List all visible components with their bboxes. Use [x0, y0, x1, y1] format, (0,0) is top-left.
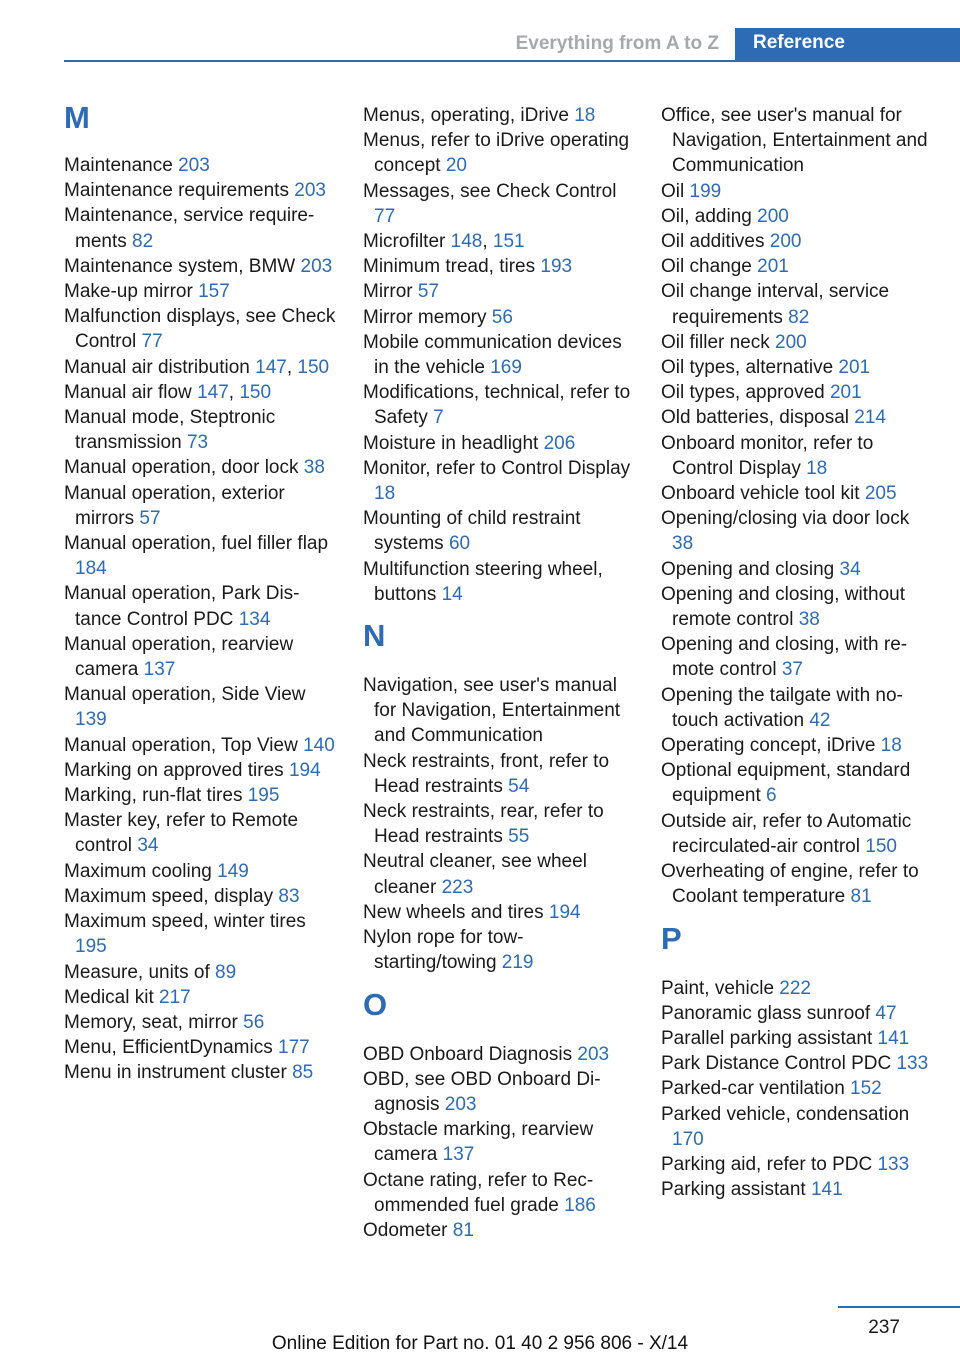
page-reference-link[interactable]: 184: [75, 558, 107, 580]
running-header-section: Everything from A to Z: [515, 33, 719, 54]
page-reference-link[interactable]: 133: [877, 1153, 910, 1175]
index-entry: [363, 279, 638, 304]
index-entry: [363, 799, 638, 849]
page-reference-link[interactable]: 34: [137, 835, 159, 857]
index-entry: [661, 758, 931, 808]
page-reference-link[interactable]: 81: [850, 886, 872, 908]
index-entry-text: Menus, operating, iDrive: [363, 105, 569, 126]
index-entry-text: Maintenance, service requirements: [64, 205, 315, 252]
index-entry: [363, 380, 638, 430]
page-reference-link[interactable]: 193: [540, 256, 573, 278]
page-reference-link[interactable]: 203: [300, 255, 333, 277]
index-entry: [64, 304, 339, 354]
index-entry-text: OBD, see OBD Onboard Diagnosis: [363, 1068, 601, 1115]
index-entry: [363, 1218, 638, 1243]
index-entry-text: Oil change interval, service requirements: [661, 281, 890, 328]
index-entry-text: Maximum speed, winter tires: [64, 911, 306, 933]
index-entry-text: Marking, run-flat tires: [64, 785, 243, 807]
index-entry-text: Panoramic glass sunroof: [661, 1002, 871, 1024]
page-reference-link[interactable]: 56: [491, 306, 513, 328]
page-reference-link[interactable]: 139: [75, 709, 107, 731]
index-entry-text: Microfilter: [363, 231, 446, 253]
index-entry-text: Medical kit: [64, 986, 154, 1008]
index-entry: [363, 128, 638, 178]
index-entry: [64, 531, 339, 581]
page-reference-link[interactable]: 194: [548, 901, 581, 923]
index-entry-text: Neutral cleaner, see wheel cleaner: [363, 851, 587, 898]
index-entry: [64, 682, 339, 732]
page-reference-link[interactable]: 150: [297, 356, 330, 378]
page-reference-link[interactable]: 137: [442, 1144, 475, 1166]
page-reference-link[interactable]: 150: [865, 835, 897, 857]
chapter-tab: Reference: [735, 28, 960, 61]
index-entry: [363, 900, 638, 925]
index-entry-text: Onboard vehicle tool kit: [661, 483, 860, 505]
index-entry: [64, 783, 339, 808]
index-entry-text: Maximum speed, display: [64, 885, 274, 907]
page-reference-link[interactable]: 186: [564, 1194, 596, 1216]
page-reference-link[interactable]: 152: [850, 1078, 882, 1100]
index-entry: [64, 733, 339, 758]
index-entry: [661, 683, 931, 733]
index-entry: [661, 557, 931, 582]
page-reference-link[interactable]: 82: [132, 230, 154, 252]
index-entry-text: Oil types, approved: [661, 382, 825, 404]
index-entry-text: Paint, vehicle: [661, 977, 775, 999]
index-entry: [363, 456, 638, 506]
page-reference-link[interactable]: 18: [806, 457, 828, 479]
page-reference-link[interactable]: 57: [139, 507, 161, 529]
page-reference-link[interactable]: 77: [374, 205, 396, 227]
index-entry: [363, 179, 638, 229]
index-entry-text: Opening/closing via door lock: [661, 508, 910, 530]
index-entry-text: Maintenance system, BMW: [64, 255, 296, 277]
page-reference-link[interactable]: 20: [445, 155, 467, 177]
page-reference-link[interactable]: 203: [444, 1093, 477, 1115]
page-reference-link[interactable]: 38: [798, 609, 820, 631]
page-reference-link[interactable]: 199: [689, 180, 722, 202]
index-entry: [363, 673, 638, 749]
page-reference-link[interactable]: 141: [877, 1027, 910, 1049]
index-entry-text: Maintenance requirements: [64, 180, 289, 202]
index-entry-text: Parking aid, refer to PDC: [661, 1153, 873, 1175]
index-entry: [661, 859, 931, 909]
index-entry: [64, 254, 339, 279]
page-reference-link[interactable]: 18: [374, 483, 396, 505]
page-reference-link[interactable]: 73: [186, 432, 209, 454]
page-reference-link[interactable]: 57: [417, 281, 440, 303]
index-entry: [661, 380, 931, 405]
index-entry: [661, 733, 931, 758]
index-entry-text: Old batteries, disposal: [661, 407, 849, 429]
index-entry-text: Master key, refer to Remote control: [64, 810, 299, 857]
index-entry: [661, 481, 931, 506]
page-reference-link[interactable]: 169: [490, 357, 522, 379]
index-entry-text: Maximum cooling: [64, 860, 212, 882]
index-entry-text: Parking assistant: [661, 1179, 806, 1201]
index-entry-text: Parallel parking assistant: [661, 1027, 873, 1049]
page-reference-link[interactable]: 47: [875, 1002, 897, 1024]
page-reference-link[interactable]: 137: [143, 659, 176, 681]
index-entry: [363, 557, 638, 607]
index-entry-text: Manual operation, rearview camera: [64, 633, 294, 681]
page-reference-link[interactable]: 157: [198, 281, 230, 303]
index-entry: [64, 909, 339, 959]
index-entry: [661, 1076, 931, 1101]
page-reference-link[interactable]: 55: [508, 826, 530, 848]
page-reference-link[interactable]: 134: [238, 608, 271, 630]
index-entry-text: Mirror memory: [363, 306, 487, 328]
edition-footer: Online Edition for Part no. 01 40 2 956 806 - X/14: [271, 1333, 689, 1354]
index-entry-text: Park Distance Control PDC: [661, 1053, 892, 1075]
page-reference-link[interactable]: 38: [303, 457, 325, 479]
index-entry: Manual air distribution 147, 150: [64, 356, 330, 378]
page-reference-link[interactable]: 56: [243, 1011, 265, 1033]
index-entry-text: Oil, adding: [661, 205, 752, 227]
index-entry-text: Oil types, alternative: [661, 357, 834, 379]
page-reference-link[interactable]: 133: [896, 1053, 929, 1075]
index-entry: [661, 582, 931, 632]
page-reference-link[interactable]: 34: [839, 558, 861, 580]
index-entry-text: Opening and closing: [661, 558, 835, 580]
index-entry-text: New wheels and tires: [363, 901, 544, 923]
index-entry-text: Onboard monitor, refer to Control Display: [661, 432, 874, 479]
page-reference-link[interactable]: 6: [766, 785, 777, 807]
index-entry-text: Optional equipment, standard equipment: [661, 760, 911, 807]
page-reference-link[interactable]: 195: [75, 936, 107, 958]
index-entry-text: Mirror: [363, 281, 413, 303]
index-entry-text: Monitor, refer to Control Display: [363, 457, 631, 479]
index-entry-text: Malfunction displays, see Check Control: [64, 306, 336, 353]
page-reference-link[interactable]: 140: [303, 734, 335, 756]
index-entry: [64, 455, 339, 480]
page-reference-link[interactable]: 18: [574, 105, 596, 126]
index-entry-text: OBD Onboard Diagnosis: [363, 1043, 573, 1065]
index-entry-text: Navigation, see user's manual for Navigation, Entertainment and Communication: [363, 675, 621, 747]
index-entry: [64, 1060, 339, 1085]
index-entry: [661, 330, 931, 355]
page-reference-link[interactable]: 203: [294, 180, 326, 202]
page-reference-link[interactable]: 149: [217, 860, 249, 882]
index-entry: [64, 884, 339, 909]
index-letter-heading: M: [64, 100, 90, 135]
page-reference-link[interactable]: 77: [141, 331, 163, 353]
index-entry: [661, 506, 931, 556]
index-column-3: [661, 103, 931, 1202]
index-entry: [64, 481, 339, 531]
index-entry: [661, 279, 931, 329]
page-reference-link[interactable]: 14: [441, 583, 463, 605]
index-entry: [363, 506, 638, 556]
index-entry: [64, 859, 339, 884]
footer-rule: [838, 1306, 960, 1308]
page-reference-link[interactable]: 85: [292, 1062, 314, 1084]
page-reference-link[interactable]: 219: [501, 952, 534, 974]
index-entry: [661, 632, 931, 682]
page-reference-link[interactable]: 206: [543, 432, 576, 454]
index-entry-text: Memory, seat, mirror: [64, 1011, 238, 1033]
page-reference-link[interactable]: 42: [809, 709, 831, 731]
index-entry: [64, 153, 339, 178]
index-entry: [363, 103, 638, 128]
header-rule: [64, 60, 960, 62]
index-entry: [363, 749, 638, 799]
index-letter-heading: P: [661, 920, 682, 956]
index-entry: [661, 1102, 931, 1152]
page-reference-link[interactable]: 151: [492, 231, 525, 253]
index-entry: [661, 254, 931, 279]
index-entry: [363, 849, 638, 899]
index-entry: [363, 431, 638, 456]
index-entry: [363, 1067, 638, 1117]
index-entry: [661, 179, 931, 204]
index-entry: [363, 330, 638, 380]
page-reference-link[interactable]: 195: [247, 785, 280, 807]
page-reference-link[interactable]: 222: [779, 977, 811, 999]
index-entry-text: Operating concept, iDrive: [661, 735, 876, 757]
index-entry-text: Opening the tailgate with no-touch activation: [661, 684, 903, 731]
index-entry-text: Multifunction steering wheel, buttons: [363, 558, 603, 605]
index-entry: [64, 985, 339, 1010]
index-entry-text: Mounting of child restraint systems: [363, 508, 581, 555]
page-reference-link[interactable]: 201: [829, 382, 862, 404]
index-entry-text: Manual mode, Steptronic transmission: [64, 407, 276, 454]
index-entry: Microfilter 148, 151: [363, 231, 525, 253]
page-reference-link[interactable]: 147: [197, 381, 229, 403]
page-number: 237: [868, 1317, 900, 1338]
index-entry-text: Parked vehicle, condensation: [661, 1103, 910, 1125]
index-column-1: [64, 100, 339, 1086]
page-reference-link[interactable]: 60: [448, 533, 471, 555]
index-entry: [363, 1042, 638, 1067]
page-reference-link[interactable]: 147: [255, 356, 287, 378]
index-entry-text: Minimum tread, tires: [363, 256, 536, 278]
index-entry: [64, 178, 339, 203]
page-reference-link[interactable]: 201: [757, 256, 789, 278]
index-entry: [64, 1035, 339, 1060]
index-entry-text: Menu, EfficientDynamics: [64, 1037, 273, 1059]
index-entry-text: Oil filler neck: [661, 331, 770, 353]
index-entry: [64, 581, 339, 631]
page-reference-link[interactable]: 214: [854, 407, 886, 429]
index-entry-text: Opening and closing, without remote control: [661, 583, 905, 631]
index-entry-text: Neck restraints, front, refer to Head restraints: [363, 750, 610, 797]
index-letter-heading: N: [363, 618, 386, 654]
index-entry: [661, 204, 931, 229]
page-reference-link[interactable]: 148: [450, 231, 483, 253]
index-entry-text: Opening and closing, with remote control: [661, 634, 908, 681]
page-reference-link[interactable]: 150: [239, 381, 272, 403]
index-entry-text: Manual operation, Top View: [64, 734, 298, 756]
index-letter-heading: O: [363, 986, 388, 1022]
index-entry-text: Office, see user's manual for Navigation, Entertainment and Communication: [661, 105, 928, 177]
page-reference-link[interactable]: 83: [278, 885, 300, 907]
page-reference-link[interactable]: 223: [441, 876, 474, 898]
index-entry: [661, 1026, 931, 1051]
page-reference-link[interactable]: 200: [769, 231, 802, 253]
page-reference-link[interactable]: 89: [215, 961, 237, 983]
index-entry-text: Marking on approved tires: [64, 759, 284, 781]
index-entry: [64, 632, 339, 682]
index-entry-text: Menus, refer to iDrive operating concept: [363, 130, 630, 177]
index-entry-text: Manual air distribution: [64, 356, 250, 378]
index-entry-text: Oil: [661, 180, 685, 202]
index-entry: [661, 976, 931, 1001]
index-column-2: [363, 103, 638, 1243]
index-entry-text: Manual air flow: [64, 381, 192, 403]
index-entry: Manual air flow 147, 150: [64, 381, 272, 403]
index-entry: [661, 1152, 931, 1177]
page-reference-link[interactable]: 194: [288, 759, 321, 781]
page-reference-link[interactable]: 37: [781, 659, 803, 681]
index-entry-text: Manual operation, fuel filler flap: [64, 533, 329, 555]
index-entry: [363, 1117, 638, 1167]
index-entry: [64, 1010, 339, 1035]
page-reference-link[interactable]: 177: [278, 1037, 310, 1059]
page-reference-link[interactable]: 201: [838, 357, 871, 379]
page-reference-link[interactable]: 82: [788, 306, 810, 328]
index-entry: [64, 203, 339, 253]
page-reference-link[interactable]: 38: [672, 533, 694, 555]
page-reference-link[interactable]: 81: [452, 1219, 474, 1241]
index-entry: [363, 925, 638, 975]
index-entry-text: Maintenance: [64, 155, 173, 176]
index-entry: [661, 229, 931, 254]
page-reference-link[interactable]: 217: [159, 986, 191, 1008]
index-entry-text: Overheating of engine, refer to Coolant temperature: [661, 861, 919, 908]
index-entry-text: Manual operation, Side View: [64, 684, 306, 706]
index-entry-text: Moisture in headlight: [363, 432, 539, 454]
index-entry-text: Make-up mirror: [64, 281, 193, 303]
page-reference-link[interactable]: 203: [178, 155, 210, 176]
index-entry-text: Measure, units of: [64, 961, 210, 983]
index-entry-text: Nylon rope for tow-starting/towing: [363, 927, 524, 974]
index-entry: [661, 103, 931, 179]
index-entry: [661, 431, 931, 481]
page-reference-link[interactable]: 141: [810, 1179, 843, 1201]
index-entry-text: Modifications, technical, refer to Safety: [363, 382, 631, 429]
page-reference-link[interactable]: 200: [757, 205, 789, 227]
page-reference-link[interactable]: 54: [508, 775, 530, 797]
index-entry-text: Oil change: [661, 256, 752, 278]
page-reference-link[interactable]: 205: [864, 483, 897, 505]
index-entry: [661, 1051, 931, 1076]
page-reference-link[interactable]: 7: [433, 407, 444, 429]
index-entry-text: Manual operation, exterior mirrors: [64, 482, 285, 529]
index-entry: [661, 809, 931, 859]
index-entry-text: Manual operation, Park Distance Control PDC: [64, 583, 300, 630]
index-entry-text: Octane rating, refer to Recommended fuel grade: [363, 1169, 594, 1216]
index-entry: [661, 405, 931, 430]
index-entry: [363, 254, 638, 279]
index-entry: [363, 1168, 638, 1218]
index-entry-text: Menu in instrument cluster: [64, 1062, 287, 1084]
index-entry: [661, 1001, 931, 1026]
index-entry-text: Oil additives: [661, 231, 765, 253]
index-entry: [64, 405, 339, 455]
index-entry-text: Mobile communication devices in the vehicle: [363, 331, 622, 379]
page-reference-link[interactable]: 170: [672, 1128, 704, 1150]
index-entry: [64, 758, 339, 783]
index-entry: [64, 279, 339, 304]
index-entry: [64, 808, 339, 858]
index-entry-text: Neck restraints, rear, refer to Head restraints: [363, 801, 604, 848]
index-entry-text: Parked-car ventilation: [661, 1078, 845, 1100]
index-entry: [363, 305, 638, 330]
index-entry: [661, 355, 931, 380]
index-entry-text: Messages, see Check Control: [363, 180, 617, 202]
index-entry: [64, 960, 339, 985]
index-entry-text: Odometer: [363, 1219, 448, 1241]
index-entry-text: Outside air, refer to Automatic recirculated-air control: [661, 810, 912, 857]
page-reference-link[interactable]: 18: [880, 735, 902, 757]
index-entry: [661, 1177, 931, 1202]
page-reference-link[interactable]: 203: [577, 1043, 610, 1065]
index-entry-text: Obstacle marking, rearview camera: [363, 1119, 594, 1166]
page-reference-link[interactable]: 200: [775, 331, 807, 353]
index-entry-text: Manual operation, door lock: [64, 457, 299, 479]
